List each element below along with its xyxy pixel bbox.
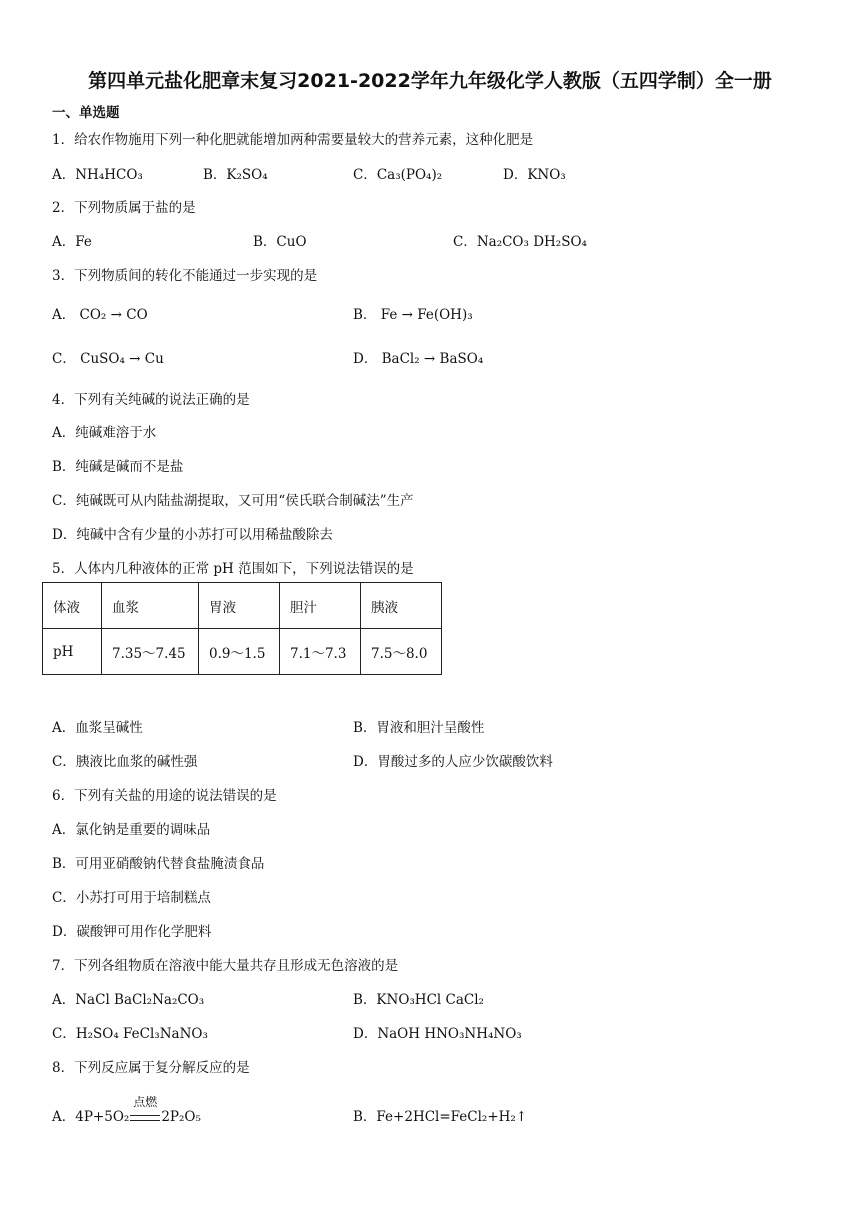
question-5-option-b: B．胃液和胆汁呈酸性 xyxy=(353,720,485,736)
table-cell: 7.35～7.45 xyxy=(102,629,199,675)
question-5-option-c: C．胰液比血浆的碱性强 xyxy=(52,754,198,770)
question-3-option-a: A． CO₂ → CO xyxy=(52,307,148,323)
reaction-condition xyxy=(129,1095,161,1125)
question-1-stem: 1．给农作物施用下列一种化肥就能增加两种需要量较大的营养元素，这种化肥是 xyxy=(52,132,534,148)
table-cell: pH xyxy=(43,629,102,675)
question-6-stem: 6．下列有关盐的用途的说法错误的是 xyxy=(52,788,277,804)
page-title: 第四单元盐化肥章末复习2021-2022学年九年级化学人教版（五四学制）全一册 xyxy=(88,70,772,92)
question-5-stem: 5．人体内几种液体的正常 pH 范围如下，下列说法错误的是 xyxy=(52,561,414,577)
table-cell: 胰液 xyxy=(361,583,442,629)
question-8-option-a xyxy=(52,1095,201,1125)
question-2-option-c: C．Na₂CO₃ DH₂SO₄ xyxy=(453,234,587,250)
question-4-option-b: B．纯碱是碱而不是盐 xyxy=(52,459,184,475)
table-header-row xyxy=(43,583,442,629)
question-4-stem: 4．下列有关纯碱的说法正确的是 xyxy=(52,392,250,408)
question-8-option-b: B．Fe+2HCl=FeCl₂+H₂↑ xyxy=(353,1109,528,1125)
question-1-option-a: A．NH₄HCO₃ xyxy=(52,167,143,183)
equals-sign xyxy=(130,1115,160,1121)
equation-products: 2P₂O₅ xyxy=(161,1109,201,1125)
table-cell: 7.1～7.3 xyxy=(280,629,361,675)
table-cell: 胃液 xyxy=(199,583,280,629)
question-1-option-d: D．KNO₃ xyxy=(503,167,566,183)
table-row xyxy=(43,629,442,675)
section-heading: 一、单选题 xyxy=(52,105,120,121)
question-3-option-d: D． BaCl₂ → BaSO₄ xyxy=(353,351,484,367)
question-7-option-b: B．KNO₃HCl CaCl₂ xyxy=(353,992,484,1008)
question-3-option-b: B． Fe → Fe(OH)₃ xyxy=(353,307,473,323)
equation-reactants: 4P+5O₂ xyxy=(75,1109,130,1125)
question-7-option-d: D．NaOH HNO₃NH₄NO₃ xyxy=(353,1026,522,1042)
question-1-option-b: B．K₂SO₄ xyxy=(203,167,268,183)
question-6-option-c: C．小苏打可用于培制糕点 xyxy=(52,890,211,906)
table-cell: 胆汁 xyxy=(280,583,361,629)
table-cell: 0.9～1.5 xyxy=(199,629,280,675)
question-2-option-a: A．Fe xyxy=(52,234,92,250)
question-8-stem: 8．下列反应属于复分解反应的是 xyxy=(52,1060,250,1076)
question-5-option-a: A．血浆呈碱性 xyxy=(52,720,143,736)
question-7-stem: 7．下列各组物质在溶液中能大量共存且形成无色溶液的是 xyxy=(52,958,399,974)
question-4-option-c: C．纯碱既可从内陆盐湖提取，又可用“侯氏联合制碱法”生产 xyxy=(52,493,414,509)
question-5-option-d: D．胃酸过多的人应少饮碳酸饮料 xyxy=(353,754,553,770)
question-2-stem: 2．下列物质属于盐的是 xyxy=(52,200,196,216)
table-cell: 血浆 xyxy=(102,583,199,629)
ph-table xyxy=(42,582,442,675)
question-7-option-a: A．NaCl BaCl₂Na₂CO₃ xyxy=(52,992,205,1008)
question-6-option-b: B．可用亚硝酸钠代替食盐腌渍食品 xyxy=(52,856,265,872)
question-4-option-a: A．纯碱难溶于水 xyxy=(52,425,157,441)
question-2-option-b: B．CuO xyxy=(253,234,307,250)
question-1-option-c: C．Ca₃(PO₄)₂ xyxy=(353,167,443,183)
table-cell: 体液 xyxy=(43,583,102,629)
table-cell: 7.5～8.0 xyxy=(361,629,442,675)
question-4-option-d: D．纯碱中含有少量的小苏打可以用稀盐酸除去 xyxy=(52,527,333,543)
question-7-option-c: C．H₂SO₄ FeCl₃NaNO₃ xyxy=(52,1026,208,1042)
condition-text: 点燃 xyxy=(133,1095,158,1109)
question-6-option-a: A．氯化钠是重要的调味品 xyxy=(52,822,211,838)
option-label: A． xyxy=(52,1109,76,1125)
question-6-option-d: D．碳酸钾可用作化学肥料 xyxy=(52,924,212,940)
question-3-option-c: C． CuSO₄ → Cu xyxy=(52,351,164,367)
question-3-stem: 3．下列物质间的转化不能通过一步实现的是 xyxy=(52,268,318,284)
